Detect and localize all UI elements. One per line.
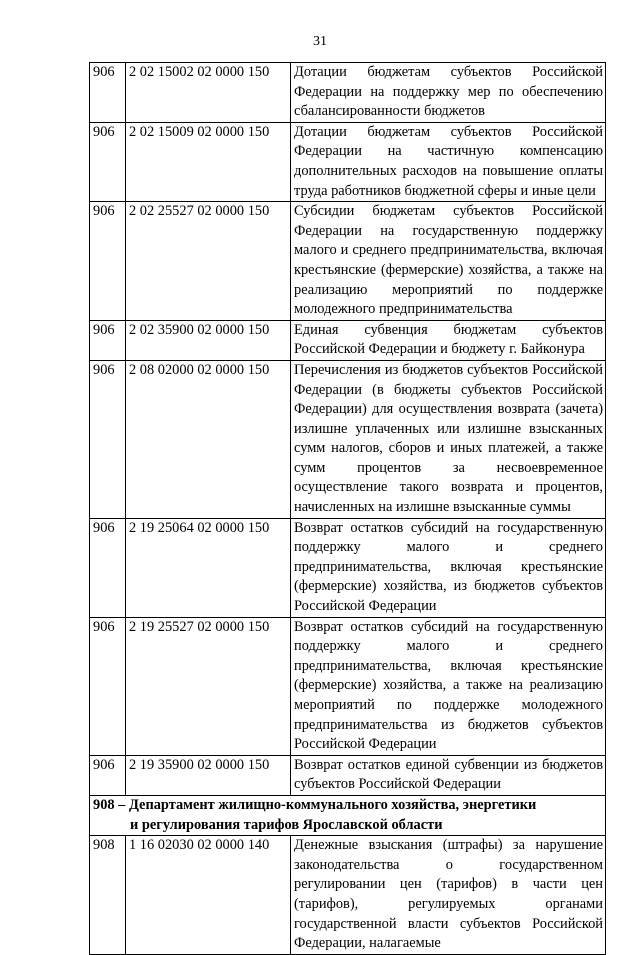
revenue-code-cell: 2 19 25527 02 0000 150 (126, 617, 291, 755)
admin-code-cell: 906 (90, 518, 126, 617)
budget-classification-table (89, 62, 606, 955)
revenue-code-cell: 2 02 35900 02 0000 150 (126, 320, 291, 360)
section-title-line-1: 908 – Департамент жилищно-коммунального хозяйства, энергетики (93, 796, 537, 813)
revenue-name-cell: Возврат остатков единой субвенции из бюджетов субъектов Российской Федерации (291, 755, 606, 795)
table-row (90, 122, 606, 201)
section-header-row (90, 795, 606, 835)
revenue-code-cell: 2 02 15002 02 0000 150 (126, 63, 291, 123)
table-row (90, 202, 606, 321)
table-row (90, 63, 606, 123)
admin-code-cell: 906 (90, 617, 126, 755)
admin-code-cell: 906 (90, 63, 126, 123)
revenue-code-cell: 2 19 35900 02 0000 150 (126, 755, 291, 795)
revenue-name-cell: Возврат остатков субсидий на государственную поддержку малого и среднего предпринимательства, включая крестьянские (фермерские) хозяйства, из бюджетов субъектов Российской Федерации (291, 518, 606, 617)
admin-code-cell: 908 (90, 836, 126, 955)
page-number: 31 (313, 34, 327, 49)
table-row (90, 836, 606, 955)
revenue-code-cell: 2 02 25527 02 0000 150 (126, 202, 291, 321)
revenue-name-cell: Перечисления из бюджетов субъектов Российской Федерации (в бюджеты субъектов Российской Федерации) для осуществления возврата (зачета) излишне уплаченных или излишне взысканных сумм налогов, сборов и иных платежей, а также сумм процентов за несвоевременное осуществление такого возврата и процентов, начисленных на излишне взысканные суммы (291, 360, 606, 518)
admin-code-cell: 906 (90, 320, 126, 360)
table-row (90, 755, 606, 795)
table-row (90, 617, 606, 755)
section-title-line-2: и регулирования тарифов Ярославской области (130, 816, 443, 833)
revenue-name-cell: Субсидии бюджетам субъектов Российской Федерации на государственную поддержку малого и среднего предпринимательства, включая крестьянские (фермерские) хозяйства, а также на реализацию мероприятий по поддержке молодежного предпринимательства (291, 202, 606, 321)
revenue-name-cell: Денежные взыскания (штрафы) за нарушение законодательства о государственном регулировании цен (тарифов) в части цен (тарифов), регулируемых органами государственной власти субъектов Российской Федерации, налагаемые (291, 836, 606, 955)
revenue-code-cell: 2 08 02000 02 0000 150 (126, 360, 291, 518)
revenue-name-cell: Возврат остатков субсидий на государственную поддержку малого и среднего предпринимательства, включая крестьянские (фермерские) хозяйства, а также на реализацию мероприятий по поддержке молодежного предпринимательства из бюджетов субъектов Российской Федерации (291, 617, 606, 755)
admin-code-cell: 906 (90, 360, 126, 518)
admin-code-cell: 906 (90, 755, 126, 795)
admin-code-cell: 906 (90, 122, 126, 201)
revenue-code-cell: 2 19 25064 02 0000 150 (126, 518, 291, 617)
revenue-name-cell: Дотации бюджетам субъектов Российской Федерации на поддержку мер по обеспечению сбалансированности бюджетов (291, 63, 606, 123)
revenue-name-cell: Единая субвенция бюджетам субъектов Российской Федерации и бюджету г. Байконура (291, 320, 606, 360)
revenue-name-cell: Дотации бюджетам субъектов Российской Федерации на частичную компенсацию дополнительных расходов на повышение оплаты труда работников бюджетной сферы и иные цели (291, 122, 606, 201)
revenue-code-cell: 1 16 02030 02 0000 140 (126, 836, 291, 955)
table-row (90, 518, 606, 617)
section-header (90, 795, 606, 835)
table-row (90, 360, 606, 518)
admin-code-cell: 906 (90, 202, 126, 321)
table-row (90, 320, 606, 360)
revenue-code-cell: 2 02 15009 02 0000 150 (126, 122, 291, 201)
